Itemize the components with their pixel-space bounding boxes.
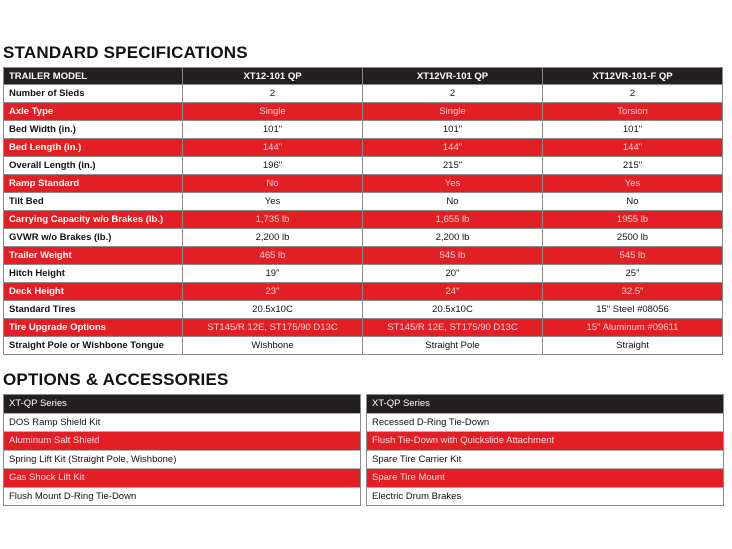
- spec-row: [4, 337, 723, 355]
- spec-row: [4, 175, 723, 193]
- spec-row-label: Straight Pole or Wishbone Tongue: [4, 337, 183, 355]
- option-item: Electric Drum Brakes: [367, 487, 723, 506]
- spec-row: [4, 265, 723, 283]
- standard-specifications-title: STANDARD SPECIFICATIONS: [3, 43, 248, 62]
- spec-row: [4, 157, 723, 175]
- option-item: Spare Tire Mount: [367, 468, 723, 487]
- spec-cell: 1,655 lb: [363, 211, 543, 229]
- spec-cell: Straight: [543, 337, 723, 355]
- spec-cell: No: [363, 193, 543, 211]
- spec-cell: 23": [183, 283, 363, 301]
- spec-cell: Yes: [543, 175, 723, 193]
- option-item: Flush Mount D-Ring Tie-Down: [4, 487, 360, 506]
- option-item: Spring Lift Kit (Straight Pole, Wishbone): [4, 450, 360, 469]
- spec-cell: 101": [183, 121, 363, 139]
- options-accessories-title: OPTIONS & ACCESSORIES: [3, 370, 229, 389]
- spec-cell: 20": [363, 265, 543, 283]
- spec-row-label: Standard Tires: [4, 301, 183, 319]
- options-left-header: XT-QP Series: [4, 395, 360, 413]
- spec-cell: Yes: [363, 175, 543, 193]
- spec-cell: 215": [543, 157, 723, 175]
- spec-row-label: Carrying Capacity w/o Brakes (lb.): [4, 211, 183, 229]
- spec-row: [4, 193, 723, 211]
- option-item: Spare Tire Carrier Kit: [367, 450, 723, 469]
- spec-row-label: Overall Length (in.): [4, 157, 183, 175]
- option-item: Recessed D-Ring Tie-Down: [367, 413, 723, 432]
- spec-cell: 2: [183, 85, 363, 103]
- spec-row: [4, 121, 723, 139]
- spec-cell: 1955 lb: [543, 211, 723, 229]
- spec-cell: 144": [543, 139, 723, 157]
- spec-row-label: Deck Height: [4, 283, 183, 301]
- spec-cell: 545 lb: [543, 247, 723, 265]
- spec-cell: 20.5x10C: [183, 301, 363, 319]
- spec-cell: 101": [363, 121, 543, 139]
- spec-cell: Yes: [183, 193, 363, 211]
- options-list-left: [3, 394, 361, 506]
- spec-cell: 2,200 lb: [363, 229, 543, 247]
- spec-table-body: [4, 85, 723, 355]
- spec-row-label: Axle Type: [4, 103, 183, 121]
- spec-cell: 1,735 lb: [183, 211, 363, 229]
- header-model-2: XT12VR-101 QP: [363, 68, 543, 85]
- spec-cell: 144": [183, 139, 363, 157]
- options-list-right: [366, 394, 724, 506]
- option-item: DOS Ramp Shield Kit: [4, 413, 360, 432]
- option-item: Flush Tie-Down with Quickslide Attachment: [367, 431, 723, 450]
- spec-cell: 25": [543, 265, 723, 283]
- spec-row: [4, 319, 723, 337]
- spec-cell: 2500 lb: [543, 229, 723, 247]
- spec-row-label: Hitch Height: [4, 265, 183, 283]
- spec-row-label: Bed Length (in.): [4, 139, 183, 157]
- spec-row: [4, 103, 723, 121]
- spec-cell: 196": [183, 157, 363, 175]
- spec-cell: ST145/R 12E, ST175/90 D13C: [363, 319, 543, 337]
- spec-row: [4, 211, 723, 229]
- spec-row-label: Tilt Bed: [4, 193, 183, 211]
- spec-row: [4, 139, 723, 157]
- standard-specifications-table: [3, 67, 723, 355]
- spec-cell: 24": [363, 283, 543, 301]
- spec-row-label: Number of Sleds: [4, 85, 183, 103]
- spec-cell: 2: [543, 85, 723, 103]
- spec-cell: 101": [543, 121, 723, 139]
- spec-row-label: Ramp Standard: [4, 175, 183, 193]
- spec-cell: ST145/R 12E, ST175/90 D13C: [183, 319, 363, 337]
- spec-cell: 2: [363, 85, 543, 103]
- spec-cell: Wishbone: [183, 337, 363, 355]
- option-item: Aluminum Salt Shield: [4, 431, 360, 450]
- spec-cell: 2,200 lb: [183, 229, 363, 247]
- spec-row-label: Bed Width (in.): [4, 121, 183, 139]
- spec-cell: 15" Steel #08056: [543, 301, 723, 319]
- spec-row-label: Trailer Weight: [4, 247, 183, 265]
- header-model-3: XT12VR-101-F QP: [543, 68, 723, 85]
- spec-cell: 465 lb: [183, 247, 363, 265]
- spec-cell: Single: [183, 103, 363, 121]
- spec-row-label: GVWR w/o Brakes (lb.): [4, 229, 183, 247]
- options-right-header: XT-QP Series: [367, 395, 723, 413]
- spec-cell: No: [183, 175, 363, 193]
- spec-cell: 20.5x10C: [363, 301, 543, 319]
- spec-header-row: [4, 68, 723, 85]
- spec-row-label: Tire Upgrade Options: [4, 319, 183, 337]
- spec-cell: Single: [363, 103, 543, 121]
- spec-row: [4, 301, 723, 319]
- spec-row: [4, 283, 723, 301]
- spec-row: [4, 229, 723, 247]
- spec-cell: 15" Aluminum #09611: [543, 319, 723, 337]
- spec-cell: 19": [183, 265, 363, 283]
- spec-cell: 32.5": [543, 283, 723, 301]
- spec-row: [4, 247, 723, 265]
- spec-cell: Torsion: [543, 103, 723, 121]
- spec-row: [4, 85, 723, 103]
- header-trailer-model: TRAILER MODEL: [4, 68, 183, 85]
- spec-cell: 215": [363, 157, 543, 175]
- header-model-1: XT12-101 QP: [183, 68, 363, 85]
- option-item: Gas Shock Lift Kit: [4, 468, 360, 487]
- spec-cell: 144": [363, 139, 543, 157]
- spec-cell: No: [543, 193, 723, 211]
- spec-cell: Straight Pole: [363, 337, 543, 355]
- spec-cell: 545 lb: [363, 247, 543, 265]
